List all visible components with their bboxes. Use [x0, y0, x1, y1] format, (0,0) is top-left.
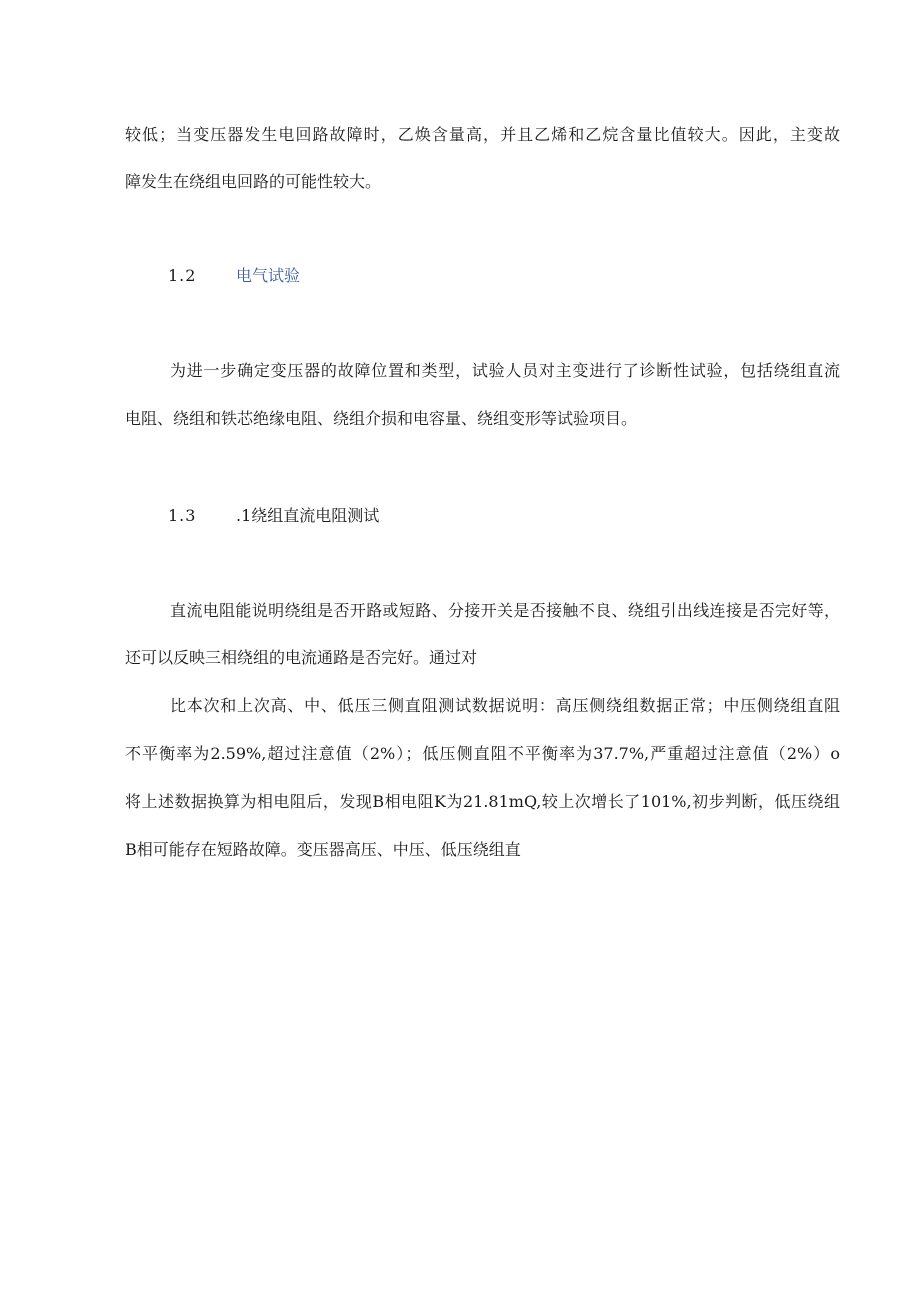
paragraph-4-line-4: B相可能存在短路故障。变压器高压、中压、低压绕组直: [125, 840, 521, 859]
section-number: 1.3: [168, 506, 197, 525]
paragraph-3-line-2: 还可以反映三相绕组的电流通路是否完好。通过对: [125, 648, 478, 667]
paragraph-1-line-2: 障发生在绕组电回路的可能性较大。: [125, 172, 382, 191]
paragraph-1-line-1: 较低；当变压器发生电回路故障时，乙焕含量高，并且乙烯和乙烷含量比值较大。因此，主变故: [125, 125, 840, 144]
section-title: 电气试验: [236, 266, 301, 285]
section-title: .1绕组直流电阻测试: [236, 506, 380, 525]
paragraph-2-line-2: 电阻、绕组和铁芯绝缘电阻、绕组介损和电容量、绕组变形等试验项目。: [125, 409, 638, 428]
section-heading-1-2: [168, 264, 300, 288]
paragraph-2-line-1: 为进一步确定变压器的故障位置和类型，试验人员对主变进行了诊断性试验，包括绕组直流: [170, 361, 840, 380]
section-number: 1.2: [168, 266, 197, 285]
section-heading-1-3: [168, 504, 379, 528]
paragraph-4-line-2: 不平衡率为2.59%,超过注意值（2%）；低压侧直阻不平衡率为37.7%,严重超过注意值（2%）o: [125, 744, 840, 763]
paragraph-4-line-3: 将上述数据换算为相电阻后，发现B相电阻K为21.81mQ,较上次增长了101%,初步判断，低压绕组: [125, 792, 840, 811]
paragraph-4-line-1: 比本次和上次高、中、低压三侧直阻测试数据说明：高压侧绕组数据正常；中压侧绕组直阻: [170, 696, 840, 715]
paragraph-3-line-1: 直流电阻能说明绕组是否开路或短路、分接开关是否接触不良、绕组引出线连接是否完好等，: [170, 601, 840, 620]
